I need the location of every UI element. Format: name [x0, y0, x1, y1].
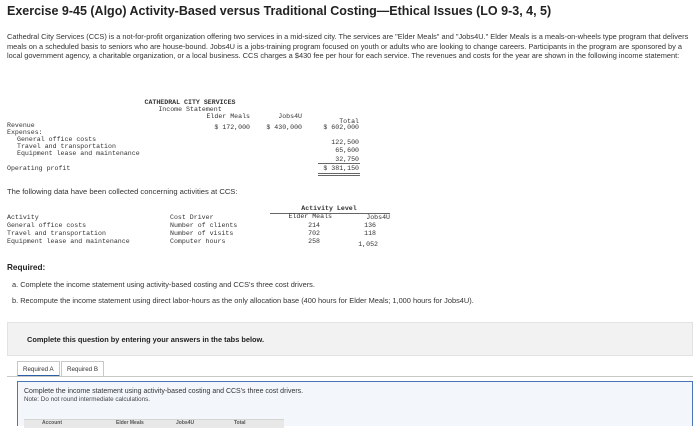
intro-paragraph: Cathedral City Services (CCS) is a not-for-profit organization offering two services in a mid-sized city. The services are "Elder Meals" and "Jobs4U." Elder Meals is a meals-on-wheels type program that delivers meals on a scheduled basis to seniors who are house-bound. Jobs4U is a jobs-training program focused on youth or adults who are looking to change careers. Participants in the program are sponsored by a local government agency, a charitable organization, or a local business. CCS charges a $430 fee per hour for each service. The revenues and costs for the year are shown in the following income statement: [7, 32, 689, 61]
required-heading: Required: [7, 263, 46, 272]
operating-profit-label: Operating profit [7, 165, 71, 172]
header-elder-meals: Elder Meals [116, 420, 144, 426]
revenue-total: $ 602,000 [323, 124, 359, 131]
cost-driver: Number of clients [170, 222, 238, 229]
jobs-level: 1,052 [358, 241, 378, 248]
expense-total: 122,500 [331, 139, 359, 146]
revenue-label: Revenue [7, 122, 35, 129]
page-title: Exercise 9-45 (Algo) Activity-Based versus Traditional Costing—Ethical Issues (LO 9-3, 4, 5) [7, 4, 552, 18]
elder-level: 258 [308, 238, 320, 245]
double-rule [318, 175, 360, 176]
statement-title: Income Statement [158, 106, 222, 113]
activity-level-header: Activity Level [301, 205, 357, 212]
statement-company: CATHEDRAL CITY SERVICES [144, 99, 236, 106]
elder-level: 214 [308, 222, 320, 229]
double-rule [318, 173, 360, 174]
expense-label: Travel and transportation [17, 143, 116, 150]
revenue-jobs4u: $ 430,000 [266, 124, 302, 131]
expense-label: Equipment lease and maintenance [17, 150, 140, 157]
header-jobs4u: Jobs4U [176, 420, 195, 426]
expense-total: 65,600 [335, 147, 359, 154]
col-cost-driver: Cost Driver [170, 214, 214, 221]
tab-required-b[interactable]: Required B [61, 361, 104, 377]
answer-table-header [24, 419, 284, 428]
required-b: b. Recompute the income statement using direct labor-hours as the only allocation base (400 hours for Elder Meals; 1,000 hours for Jobs4U). [12, 296, 474, 305]
activities-intro: The following data have been collected concerning activities at CCS: [7, 187, 238, 196]
tab-divider [7, 376, 693, 377]
cost-driver: Number of visits [170, 230, 234, 237]
activity-name: Equipment lease and maintenance [7, 238, 130, 245]
panel-note: Note: Do not round intermediate calculations. [24, 396, 151, 403]
expense-total: 32,750 [335, 156, 359, 163]
activity-name: Travel and transportation [7, 230, 106, 237]
cost-driver: Computer hours [170, 238, 226, 245]
activity-name: General office costs [7, 222, 87, 229]
tab-required-a[interactable]: Required A [17, 361, 60, 377]
jobs-level: 136 [364, 222, 376, 229]
col-elder-meals: Elder Meals [288, 213, 332, 220]
elder-level: 702 [308, 230, 320, 237]
operating-profit-total: $ 381,150 [323, 165, 359, 172]
header-account: Account [42, 420, 62, 426]
col-activity: Activity [7, 214, 39, 221]
expenses-label: Expenses: [7, 129, 43, 136]
required-a: a. Complete the income statement using activity-based costing and CCS's three cost drivers. [12, 280, 315, 289]
col-total: Total [339, 118, 359, 125]
header-total: Total [234, 420, 246, 426]
jobs-level: 118 [364, 230, 376, 237]
revenue-elder: $ 172,000 [214, 124, 250, 131]
col-elder-meals: Elder Meals [206, 113, 250, 120]
expense-label: General office costs [17, 136, 97, 143]
subtotal-rule [318, 163, 360, 164]
answer-instructions-box [7, 322, 693, 356]
answer-instructions: Complete this question by entering your answers in the tabs below. [27, 335, 265, 344]
panel-instruction: Complete the income statement using activity-based costing and CCS's three cost drivers. [24, 388, 304, 395]
col-jobs4u: Jobs4U [278, 113, 302, 120]
required-a-panel [17, 381, 693, 426]
col-jobs4u: Jobs4U [366, 214, 390, 221]
